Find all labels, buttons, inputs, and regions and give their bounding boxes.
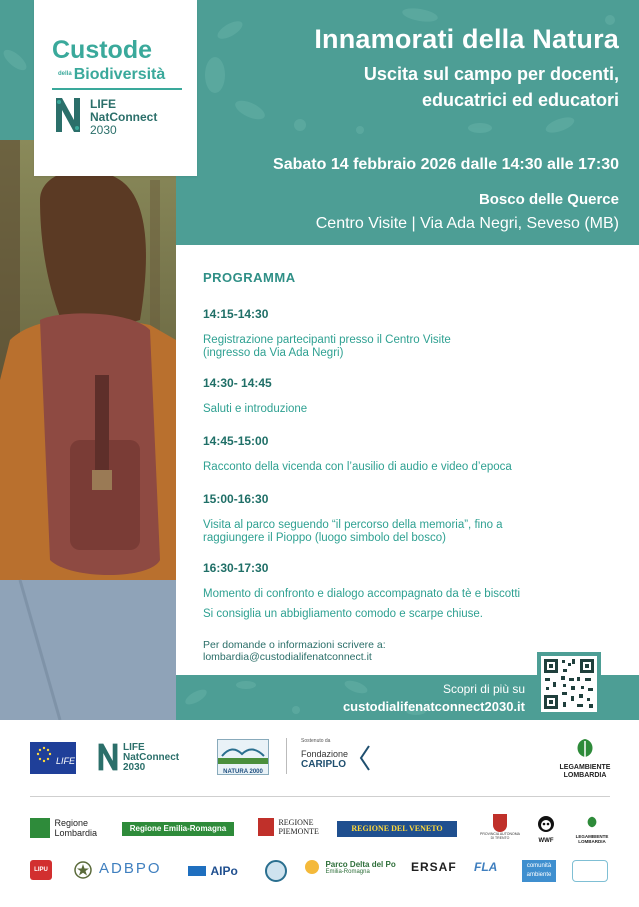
regione-veneto-logo [337,821,457,837]
website-callout [343,682,525,714]
repubblica-emblem-logo [74,860,92,880]
natura2000-bird-icon [218,740,268,764]
clothing-note: Si consiglia un abbigliamento comodo e scarpe chiuse. [203,608,483,620]
provincia-trento-logo [480,814,520,840]
slot-time: 16:30-17:30 [203,561,269,575]
regione-veneto-label: REGIONE DEL VENETO [351,824,443,833]
contact-email[interactable]: lombardia@custodialifenatconnect.it [203,651,372,663]
logo-life: LIFE [90,97,116,111]
parco-po-sun-icon [305,860,319,874]
programme-slot [203,434,603,474]
life-natconnect-label [90,98,157,137]
slot-text-2: raggiungere il Pioppo (luogo simbolo del bosco) [203,532,446,544]
custode-logo-card [34,0,197,176]
programme-slot [203,376,603,416]
lipu-label: LIPU [34,867,48,873]
slot-text: Registrazione partecipanti presso il Centro Visite [203,334,451,346]
logo-subtitle-small: della [58,71,72,77]
eu-life-logo [30,742,76,774]
legambiente-small-label: LEGAMBIENTE LOMBARDIA [575,834,609,844]
panda-icon [537,815,555,833]
logo-divider [52,88,182,90]
parco-delta-po-logo [305,860,396,878]
parco-po-label: Parco Delta del Po [325,860,396,869]
star-emblem-icon [74,860,92,880]
slot-text: Racconto della vicenda con l’ausilio di audio e video d’epoca [203,461,512,473]
qr-code[interactable] [537,652,601,716]
cariplo-logo [301,738,348,770]
legambiente-small-logo [570,815,614,844]
ersaf-label: ERSAF [411,860,457,874]
regione-piemonte-label: REGIONE PIEMONTE [278,818,319,836]
comunita-label: comunità [526,863,552,869]
regione-er-label: Regione Emilia-Romagna [129,824,227,833]
programme-slot [203,492,603,545]
logo-divider [286,738,287,774]
aipo-logo [188,862,238,880]
wwf-logo [536,815,556,844]
event-place: Bosco delle Querce [478,191,619,208]
natura2000-label: NATURA 2000 [223,769,263,775]
ambiente-label: ambiente [526,872,552,878]
fla-logo [474,860,497,874]
event-date: Sabato 14 febbraio 2026 dalle 14:30 alle 17:30 [273,156,619,173]
regione-er-logo [122,822,234,836]
piemonte-shield-icon [258,818,274,836]
cariplo-mark-icon [357,744,373,772]
event-title: Innamorati della Natura [314,24,619,54]
supported-by-label: Sostenuto da [301,738,331,744]
contact-line1: Per domande o informazioni scrivere a: [203,639,386,651]
programme-slot [203,561,603,601]
life-label: LIFE [56,756,76,766]
slot-text: Visita al parco seguendo “il percorso della memoria”, fino a [203,519,503,531]
adbpo-label: ADBPO [99,860,162,877]
blue-partner-logo [572,860,608,882]
natura2000-logo [217,739,269,775]
natconnect-partner-logo [97,741,180,778]
fla-label: FLA [474,860,498,874]
comunita-ambiente-logo [522,860,556,882]
logo-year: 2030 [90,123,117,137]
wwf-label: WWF [538,838,554,844]
parco-po-sub-label: Emilia-Romagna [325,869,370,875]
contact-info [203,639,386,663]
partners-divider [30,796,610,797]
natconnect-partner-label: LIFE NatConnect 2030 [123,742,180,773]
legambiente-label: LEGAMBIENTE LOMBARDIA [559,764,611,779]
circular-partner-logo [265,860,287,882]
natconnect-n-icon [97,741,119,773]
legambiente-leaf-icon [573,737,597,759]
programme-section [203,270,613,663]
natconnect-n-icon [54,96,82,134]
slot-time: 14:15-14:30 [203,307,269,321]
provincia-trento-label: PROVINCIA AUTONOMA DI TRENTO [480,832,520,840]
cariplo-label: CARIPLO [301,759,346,770]
regione-piemonte-logo [258,818,322,836]
logo-subtitle-main: Biodiversità [73,66,166,83]
ersaf-logo [411,860,457,874]
legambiente-lombardia-logo [555,737,615,780]
aipo-label: AIPo [210,863,238,878]
website-link[interactable]: custodialifenatconnect2030.it [342,699,525,714]
slot-time: 14:45-15:00 [203,434,269,448]
adbpo-logo [99,860,162,877]
event-address: Centro Visite | Via Ada Negri, Seveso (MB) [315,215,619,232]
logo-title: Custode [52,36,152,64]
aipo-wave-icon [188,866,206,876]
slot-text: Momento di confronto e dialogo accompagnato da tè e biscotti [203,588,521,600]
regione-lombardia-label: Regione Lombardia [54,818,97,838]
programme-heading: PROGRAMMA [203,270,296,285]
legambiente-leaf-icon [585,815,599,829]
event-info-band [176,140,639,245]
slot-text-2: (ingresso da Via Ada Negri) [203,347,344,359]
logo-natconnect: NatConnect [90,110,158,124]
fondazione-label: Fondazione [301,749,349,759]
slot-time: 14:30- 14:45 [203,376,272,390]
event-subtitle-line2: educatrici ed educatori [421,90,619,110]
discover-label: Scopri di più su [442,682,525,696]
slot-text: Saluti e introduzione [203,403,308,415]
logo-subtitle [58,66,165,84]
lombardia-rose-icon [30,818,50,838]
hiker-photo [0,140,176,720]
slot-time: 15:00-16:30 [203,492,269,506]
programme-slot [203,307,603,360]
qr-code-icon [541,656,597,712]
trento-eagle-icon [493,814,507,832]
regione-lombardia-logo [30,818,110,838]
event-subtitle-line1: Uscita sul campo per docenti, [363,64,619,84]
lipu-logo [30,860,52,880]
